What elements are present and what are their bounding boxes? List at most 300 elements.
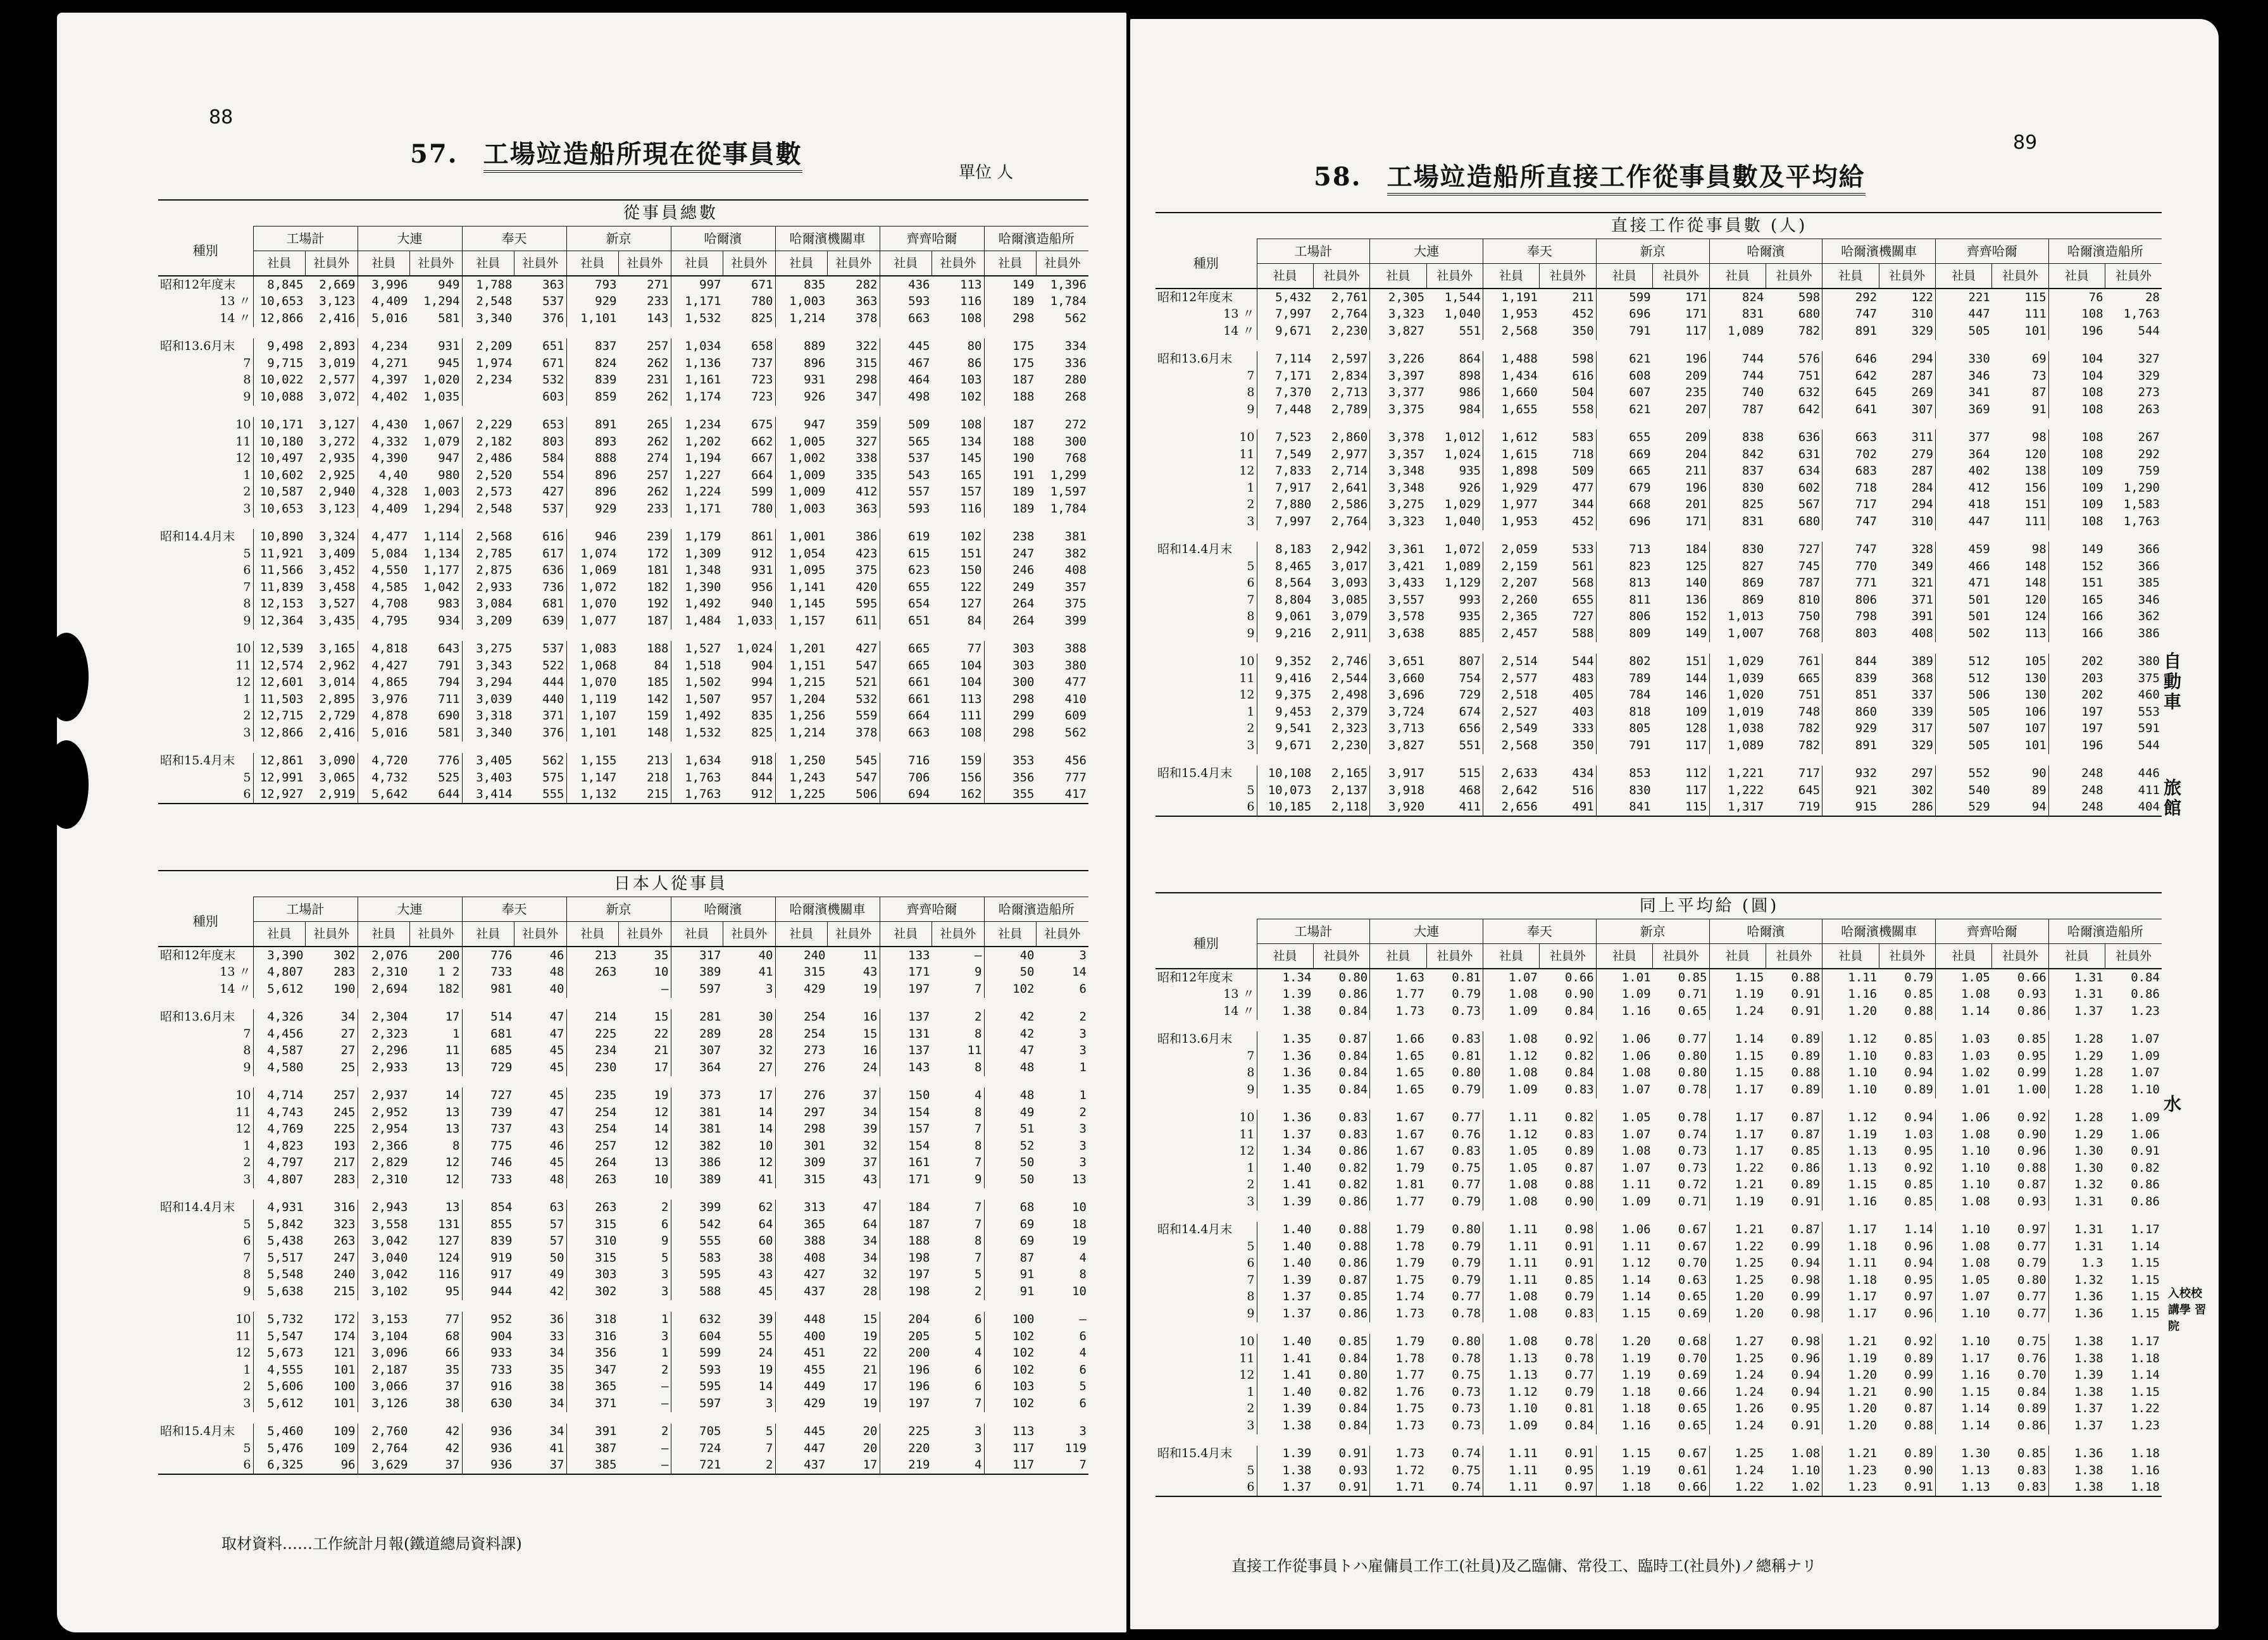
table-row — [158, 596, 1088, 613]
table-row — [1156, 986, 2162, 1003]
table-cell: 1,079 — [423, 434, 460, 449]
table-cell: 389 — [671, 1171, 723, 1188]
table-cell: 1.10 — [1936, 1305, 1992, 1322]
column-subheader: 社員 — [1257, 264, 1313, 289]
table-cell: 696 — [1596, 513, 1652, 530]
table-cell: 2,577 — [319, 373, 356, 387]
table-cell: 2 — [661, 1424, 669, 1439]
table-cell: 1.05 — [1483, 1143, 1540, 1160]
table-cell: 0.87 — [1791, 1110, 1821, 1125]
row-label: 9 — [1247, 1082, 1255, 1096]
table-cell: 3,153 — [358, 1312, 410, 1329]
table-cell: 5,438 — [253, 1233, 306, 1250]
table-corner — [1156, 893, 1257, 919]
table-row — [158, 372, 1088, 389]
table-cell: 117 — [1685, 738, 1707, 752]
table-cell: 69 — [2031, 352, 2047, 366]
column-subheader: 社員 — [253, 922, 306, 947]
row-label: 2 — [1247, 1401, 1255, 1416]
table-cell: 102 — [984, 981, 1037, 998]
table-cell: 329 — [1911, 323, 1933, 338]
table-cell: 13 — [445, 1122, 460, 1136]
row-label: 5 — [1247, 1239, 1255, 1253]
table-cell: 0.98 — [1791, 1334, 1821, 1349]
table-cell: 2,942 — [1331, 542, 1368, 557]
table-cell: 506 — [828, 786, 880, 804]
table-cell: 150 — [880, 1088, 932, 1105]
table-cell: 2,498 — [1331, 688, 1368, 702]
table-cell: 3,660 — [1370, 670, 1426, 687]
table-cell: — — [619, 1457, 671, 1475]
table-cell: 116 — [960, 294, 982, 309]
row-label: 昭和15.4月末 — [1157, 766, 1233, 781]
table-cell: 1.21 — [1709, 1222, 1766, 1239]
table-cell: 2,527 — [1483, 704, 1540, 721]
table-row — [1156, 289, 2162, 306]
table-cell: 2,919 — [306, 786, 358, 804]
row-label: 昭和12年度末 — [160, 948, 236, 962]
table-cell: 0.79 — [1452, 1256, 1481, 1270]
table-cell: 1.14 — [1936, 1417, 1992, 1434]
table-cell: 933 — [462, 1345, 514, 1362]
table-cell: 0.77 — [1564, 1368, 1594, 1382]
table-cell: 636 — [542, 563, 564, 578]
table-cell: 2,937 — [358, 1088, 410, 1105]
table-cell: 381 — [671, 1121, 723, 1138]
table-cell: 1,019 — [1709, 704, 1766, 721]
table-cell: 723 — [751, 389, 773, 404]
table-cell: 101 — [2024, 738, 2047, 752]
table-cell: 69 — [984, 1216, 1037, 1233]
table-cell: 2,577 — [1483, 670, 1540, 687]
table-cell: 706 — [880, 769, 932, 786]
row-label: 10 — [1239, 654, 1255, 669]
footnote: 直接工作從事員トハ雇傭員工作工(社員)及乙臨傭、常役工、臨時工(社員外)ノ總稱ナリ — [1231, 1557, 1817, 1575]
table-cell: 1.11 — [1822, 1255, 1879, 1272]
table-cell: 506 — [1936, 687, 1992, 704]
table-cell: 246 — [984, 562, 1037, 580]
table-cell: 1.15 — [2131, 1272, 2160, 1287]
table-cell: 102 — [960, 389, 982, 404]
row-label: 昭和15.4月末 — [1157, 1446, 1233, 1461]
table-cell: 4,430 — [358, 417, 410, 434]
table-cell: 1.03 — [1936, 1048, 1992, 1065]
table-cell: 747 — [1822, 306, 1879, 323]
table-cell: 2,518 — [1483, 687, 1540, 704]
table-cell: 1.39 — [1257, 1446, 1313, 1463]
table-cell: 0.84 — [1564, 1003, 1594, 1018]
table-cell: 727 — [1572, 609, 1594, 624]
table-cell: 382 — [671, 1138, 723, 1155]
table-cell: 893 — [566, 433, 619, 450]
table-cell: 3,123 — [319, 294, 356, 309]
table-cell: 9,061 — [1257, 609, 1313, 626]
table-cell: 94 — [1992, 799, 2048, 817]
table-cell: 1.08 — [1936, 1255, 1992, 1272]
table-cell: 2,486 — [462, 450, 514, 468]
table-cell: 3,713 — [1370, 721, 1426, 738]
table-cell: 806 — [1822, 592, 1879, 609]
table-cell: 0.67 — [1678, 1446, 1707, 1461]
table-cell: 35 — [654, 948, 669, 962]
table-cell: 0.80 — [1452, 1334, 1481, 1349]
table-cell: 434 — [1572, 766, 1594, 781]
table-cell: 891 — [566, 417, 619, 434]
table-cell: 6 — [1079, 1329, 1087, 1343]
table-cell: 10 — [654, 965, 669, 979]
table-cell: 400 — [775, 1328, 828, 1345]
table-cell: 37 — [863, 1155, 878, 1170]
table-cell: 1,040 — [1444, 307, 1481, 321]
table-cell: 932 — [1822, 766, 1879, 783]
table-row — [1156, 1462, 2162, 1479]
table-cell: 77 — [967, 642, 982, 656]
row-label: 8 — [1247, 609, 1255, 624]
table-cell: 196 — [880, 1362, 932, 1379]
table-cell: 1.36 — [1257, 1065, 1313, 1082]
table-cell: 1.77 — [1370, 1367, 1426, 1384]
table-row — [158, 1424, 1088, 1441]
table-cell: 729 — [1459, 688, 1481, 702]
table-cell: 376 — [542, 725, 564, 740]
table-cell: 1,136 — [671, 355, 723, 372]
table-row — [1156, 1126, 2162, 1143]
table-cell: 197 — [2048, 704, 2105, 721]
table-cell: 562 — [1064, 311, 1087, 325]
table-cell: 7 — [975, 981, 982, 996]
table-cell: 8 — [975, 1138, 982, 1153]
row-label: 昭和13.6月末 — [1157, 1032, 1233, 1047]
table-cell: 152 — [2048, 558, 2105, 575]
table-cell: 460 — [2138, 688, 2160, 702]
table-cell: 0.82 — [1564, 1110, 1594, 1125]
table-cell: 12,866 — [253, 724, 306, 742]
table-cell: 2,187 — [358, 1362, 410, 1379]
column-subheader: 社員外 — [1992, 264, 2048, 289]
table-cell: 0.78 — [1564, 1334, 1594, 1349]
table-cell: 0.67 — [1678, 1239, 1707, 1253]
table-cell: 364 — [1936, 446, 1992, 463]
column-subheader: 社員 — [2048, 264, 2105, 289]
table-cell: 273 — [775, 1043, 828, 1060]
table-cell: 203 — [2048, 670, 2105, 687]
table-cell: 2,729 — [319, 709, 356, 723]
column-subheader: 社員 — [880, 922, 932, 947]
table-cell: 1.21 — [1822, 1446, 1879, 1463]
binding-hole — [44, 633, 89, 721]
table-cell: 120 — [2024, 592, 2047, 607]
table-cell: 547 — [856, 770, 878, 785]
table-cell: 1.19 — [1822, 1350, 1879, 1367]
table-cell: 57 — [549, 1234, 564, 1248]
table-cell: 225 — [333, 1122, 356, 1136]
table-cell: 1,294 — [423, 501, 460, 516]
table-cell: 315 — [566, 1250, 619, 1267]
table-cell: 780 — [751, 294, 773, 309]
table-cell: 2,860 — [1331, 430, 1368, 445]
table-cell: 0.83 — [1338, 1110, 1368, 1125]
table-cell: 0.74 — [1452, 1446, 1481, 1461]
table-cell: 811 — [1596, 592, 1652, 609]
table-cell: 12,601 — [253, 674, 306, 692]
table-cell: 3,275 — [1370, 497, 1426, 514]
table-cell: 187 — [984, 372, 1037, 389]
row-label: 3 — [1247, 1194, 1255, 1208]
table-cell: 0.73 — [1452, 1384, 1481, 1399]
table-row — [158, 579, 1088, 596]
table-cell: 1,024 — [737, 642, 773, 656]
table-cell: 0.91 — [1338, 1446, 1368, 1461]
table-cell: 28 — [863, 1284, 878, 1298]
table-cell: 794 — [438, 675, 460, 690]
table-cell: 4,732 — [358, 769, 410, 786]
table-cell: 34 — [549, 1396, 564, 1410]
table-cell: 108 — [960, 725, 982, 740]
table-cell: 353 — [984, 753, 1037, 770]
table-cell: 679 — [1596, 480, 1652, 497]
table-cell: 793 — [566, 276, 619, 294]
table-cell: 1,784 — [1050, 501, 1087, 516]
table-cell: 14 — [758, 1122, 773, 1136]
table-cell: 1,070 — [566, 674, 619, 692]
table-cell: 1,214 — [775, 310, 828, 327]
table-cell: 113 — [960, 277, 982, 292]
table-cell: 317 — [671, 947, 723, 964]
table-cell: 1.08 — [1483, 986, 1540, 1003]
table-cell: 388 — [1064, 642, 1087, 656]
table-cell: 1.15 — [2131, 1289, 2160, 1304]
table-cell: 0.87 — [1791, 1222, 1821, 1237]
table-cell: 1.24 — [1709, 1417, 1766, 1434]
table-cell: 1,013 — [1709, 609, 1766, 626]
table-cell: 377 — [1936, 430, 1992, 447]
table-cell: 0.75 — [1452, 1463, 1481, 1477]
table-cell: 0.76 — [2017, 1351, 2047, 1365]
table-cell: 7,448 — [1257, 401, 1313, 418]
table-cell: 0.86 — [1338, 1144, 1368, 1159]
table-cell: 0.86 — [1338, 987, 1368, 1002]
table-cell: 957 — [751, 692, 773, 706]
table-cell: 189 — [984, 500, 1037, 518]
table-cell: 1.09 — [1483, 1417, 1540, 1434]
table-cell: 621 — [1596, 401, 1652, 418]
table-cell: 5,842 — [253, 1216, 306, 1233]
table-cell: 1,003 — [775, 500, 828, 518]
table-cell: 1.74 — [1370, 1289, 1426, 1306]
table-cell: 21 — [863, 1362, 878, 1377]
row-label: 12 — [1239, 1368, 1255, 1382]
table-cell: 1,161 — [671, 372, 723, 389]
table-cell: 584 — [542, 451, 564, 466]
table-cell: 1.14 — [1904, 1222, 1933, 1237]
table-cell: 3,361 — [1370, 542, 1426, 559]
table-cell: 1.39 — [1257, 986, 1313, 1003]
table-cell: 599 — [671, 1345, 723, 1362]
row-label: 12 — [235, 675, 251, 690]
table-cell: 0.84 — [1338, 1048, 1368, 1063]
table-cell: 262 — [647, 356, 669, 370]
row-label: 7 — [243, 580, 251, 594]
table-cell: 681 — [542, 597, 564, 611]
row-label: 1 — [1247, 704, 1255, 719]
table-cell: 483 — [1572, 671, 1594, 685]
table-cell: 402 — [1936, 463, 1992, 480]
table-row — [158, 947, 1088, 964]
table-cell: 1,227 — [671, 467, 723, 484]
table-cell: 115 — [1653, 799, 1709, 817]
table-title-text: 工場竝造船所現在從事員數 — [483, 139, 802, 173]
table-cell: 1,107 — [566, 708, 619, 725]
table-cell: 559 — [856, 709, 878, 723]
table-cell: 505 — [1936, 737, 1992, 754]
table-cell: 19 — [863, 1329, 878, 1343]
column-group-header: 齊齊哈爾 — [880, 227, 984, 251]
table-cell: 4,585 — [358, 579, 410, 596]
table-cell: 91 — [2031, 402, 2047, 416]
row-label: 9 — [243, 389, 251, 404]
column-group-header: 齊齊哈爾 — [1936, 919, 2049, 944]
table-cell: 2,962 — [319, 658, 356, 673]
table-row — [1156, 1384, 2162, 1401]
table-cell: 1.24 — [1709, 1384, 1766, 1401]
direct-workers-table — [1156, 212, 2162, 817]
table-row — [158, 294, 1088, 311]
row-label: 11 — [235, 658, 251, 673]
table-cell: 113 — [960, 692, 982, 706]
table-cell: 418 — [1936, 497, 1992, 514]
table-cell: 830 — [1709, 480, 1766, 497]
table-cell: 427 — [775, 1267, 828, 1284]
table-cell: 15 — [863, 1312, 878, 1327]
table-cell: 4 — [975, 1088, 982, 1103]
table-cell: 32 — [758, 1043, 773, 1058]
table-cell: 1.16 — [1822, 986, 1879, 1003]
table-cell: 1,074 — [566, 545, 619, 562]
table-cell: 0.88 — [1904, 1003, 1933, 1018]
left-page — [57, 13, 1126, 1632]
table-cell: 597 — [671, 1395, 723, 1412]
table-cell: 1.13 — [1936, 1479, 1992, 1497]
table-cell: 14 — [445, 1088, 460, 1103]
table-cell: 19 — [863, 1396, 878, 1410]
table-cell: 64 — [863, 1217, 878, 1231]
table-number: 58. — [1314, 162, 1362, 192]
table-cell: 245 — [333, 1105, 356, 1119]
table-cell: 1.13 — [1822, 1160, 1879, 1177]
table-cell: 3,323 — [1370, 306, 1426, 323]
table-cell: 1.36 — [2048, 1446, 2105, 1463]
table-cell: 385 — [2138, 576, 2160, 590]
table-cell: 1,035 — [423, 389, 460, 404]
table-cell: 3,409 — [319, 546, 356, 561]
table-cell: 9 — [975, 1172, 982, 1186]
column-subheader: 社員外 — [2105, 944, 2162, 969]
table-cell: 929 — [566, 500, 619, 518]
table-cell: 1.10 — [1822, 1065, 1879, 1082]
table-cell: 1 — [1079, 1088, 1087, 1103]
column-subheader: 社員外 — [723, 922, 776, 947]
table-cell: 0.87 — [1338, 1272, 1368, 1287]
table-cell: 0.83 — [1338, 1127, 1368, 1141]
row-label: 14 〃 — [1223, 323, 1255, 338]
table-cell: 1.03 — [1936, 1031, 1992, 1048]
table-cell: 3,096 — [358, 1345, 410, 1362]
table-cell: 198 — [880, 1283, 932, 1300]
table-cell: 0.91 — [1879, 1479, 1935, 1497]
table-cell: 1,171 — [671, 500, 723, 518]
table-cell: 437 — [775, 1457, 828, 1475]
table-cell: 9,416 — [1257, 670, 1313, 687]
table-cell: 4 — [932, 1457, 985, 1475]
table-cell: 1.3 — [2048, 1255, 2105, 1272]
table-cell: 595 — [856, 597, 878, 611]
table-cell: 0.83 — [1904, 1048, 1933, 1063]
table-cell: 1,132 — [566, 786, 619, 804]
table-cell: 386 — [856, 530, 878, 544]
table-cell: 20 — [863, 1424, 878, 1439]
table-cell: 3 — [1079, 948, 1087, 962]
column-subheader: 社員 — [1596, 264, 1652, 289]
table-cell: 0.92 — [1904, 1160, 1933, 1175]
table-cell: 1.17 — [1709, 1126, 1766, 1143]
table-row — [1156, 306, 2162, 323]
table-cell: 1,294 — [423, 294, 460, 309]
table-cell: 405 — [1572, 688, 1594, 702]
table-cell: 8,465 — [1257, 558, 1313, 575]
column-group-header: 哈爾濱造船所 — [984, 227, 1088, 251]
table-cell: 945 — [438, 356, 460, 370]
row-label: 昭和13.6月末 — [160, 1010, 235, 1024]
table-cell: 1,763 — [671, 786, 723, 804]
table-cell: 1.19 — [1596, 1350, 1652, 1367]
column-subheader: 社員 — [1709, 264, 1766, 289]
table-cell: 302 — [566, 1283, 619, 1300]
table-cell: 1,201 — [775, 641, 828, 658]
table-cell: 423 — [856, 546, 878, 561]
table-cell: 7 — [975, 1250, 982, 1265]
row-label: 3 — [243, 725, 251, 740]
table-row — [1156, 737, 2162, 754]
column-subheader: 社員外 — [410, 922, 463, 947]
table-cell: 0.86 — [2131, 1177, 2160, 1192]
table-cell: 0.93 — [1338, 1463, 1368, 1477]
table-cell: 337 — [1911, 688, 1933, 702]
table-cell: 225 — [880, 1424, 932, 1441]
table-cell: 5,084 — [358, 545, 410, 562]
table-cell: 12 — [445, 1172, 460, 1186]
table-cell: 632 — [671, 1312, 723, 1329]
table-cell: 10 — [1072, 1284, 1087, 1298]
table-cell: 835 — [775, 276, 828, 294]
table-cell: 1.78 — [1370, 1350, 1426, 1367]
table-cell: 0.91 — [1791, 1418, 1821, 1432]
row-label: 8 — [243, 1043, 251, 1058]
table-cell: 5,638 — [253, 1283, 306, 1300]
table-cell: 1.25 — [1709, 1272, 1766, 1289]
table-cell: 108 — [2048, 446, 2105, 463]
table-cell: 1.41 — [1257, 1367, 1313, 1384]
table-cell: 1.11 — [1483, 1479, 1540, 1497]
row-label: 昭和13.6月末 — [160, 339, 235, 354]
table-cell: 0.97 — [2017, 1222, 2047, 1237]
table-cell: 151 — [1685, 654, 1707, 669]
table-cell: 611 — [856, 613, 878, 628]
table-cell: 1.37 — [1257, 1305, 1313, 1322]
table-cell: 662 — [751, 434, 773, 449]
table-cell: 1.08 — [1936, 1238, 1992, 1255]
kind-header: 種別 — [1156, 239, 1257, 289]
table-cell: 0.78 — [1564, 1351, 1594, 1365]
